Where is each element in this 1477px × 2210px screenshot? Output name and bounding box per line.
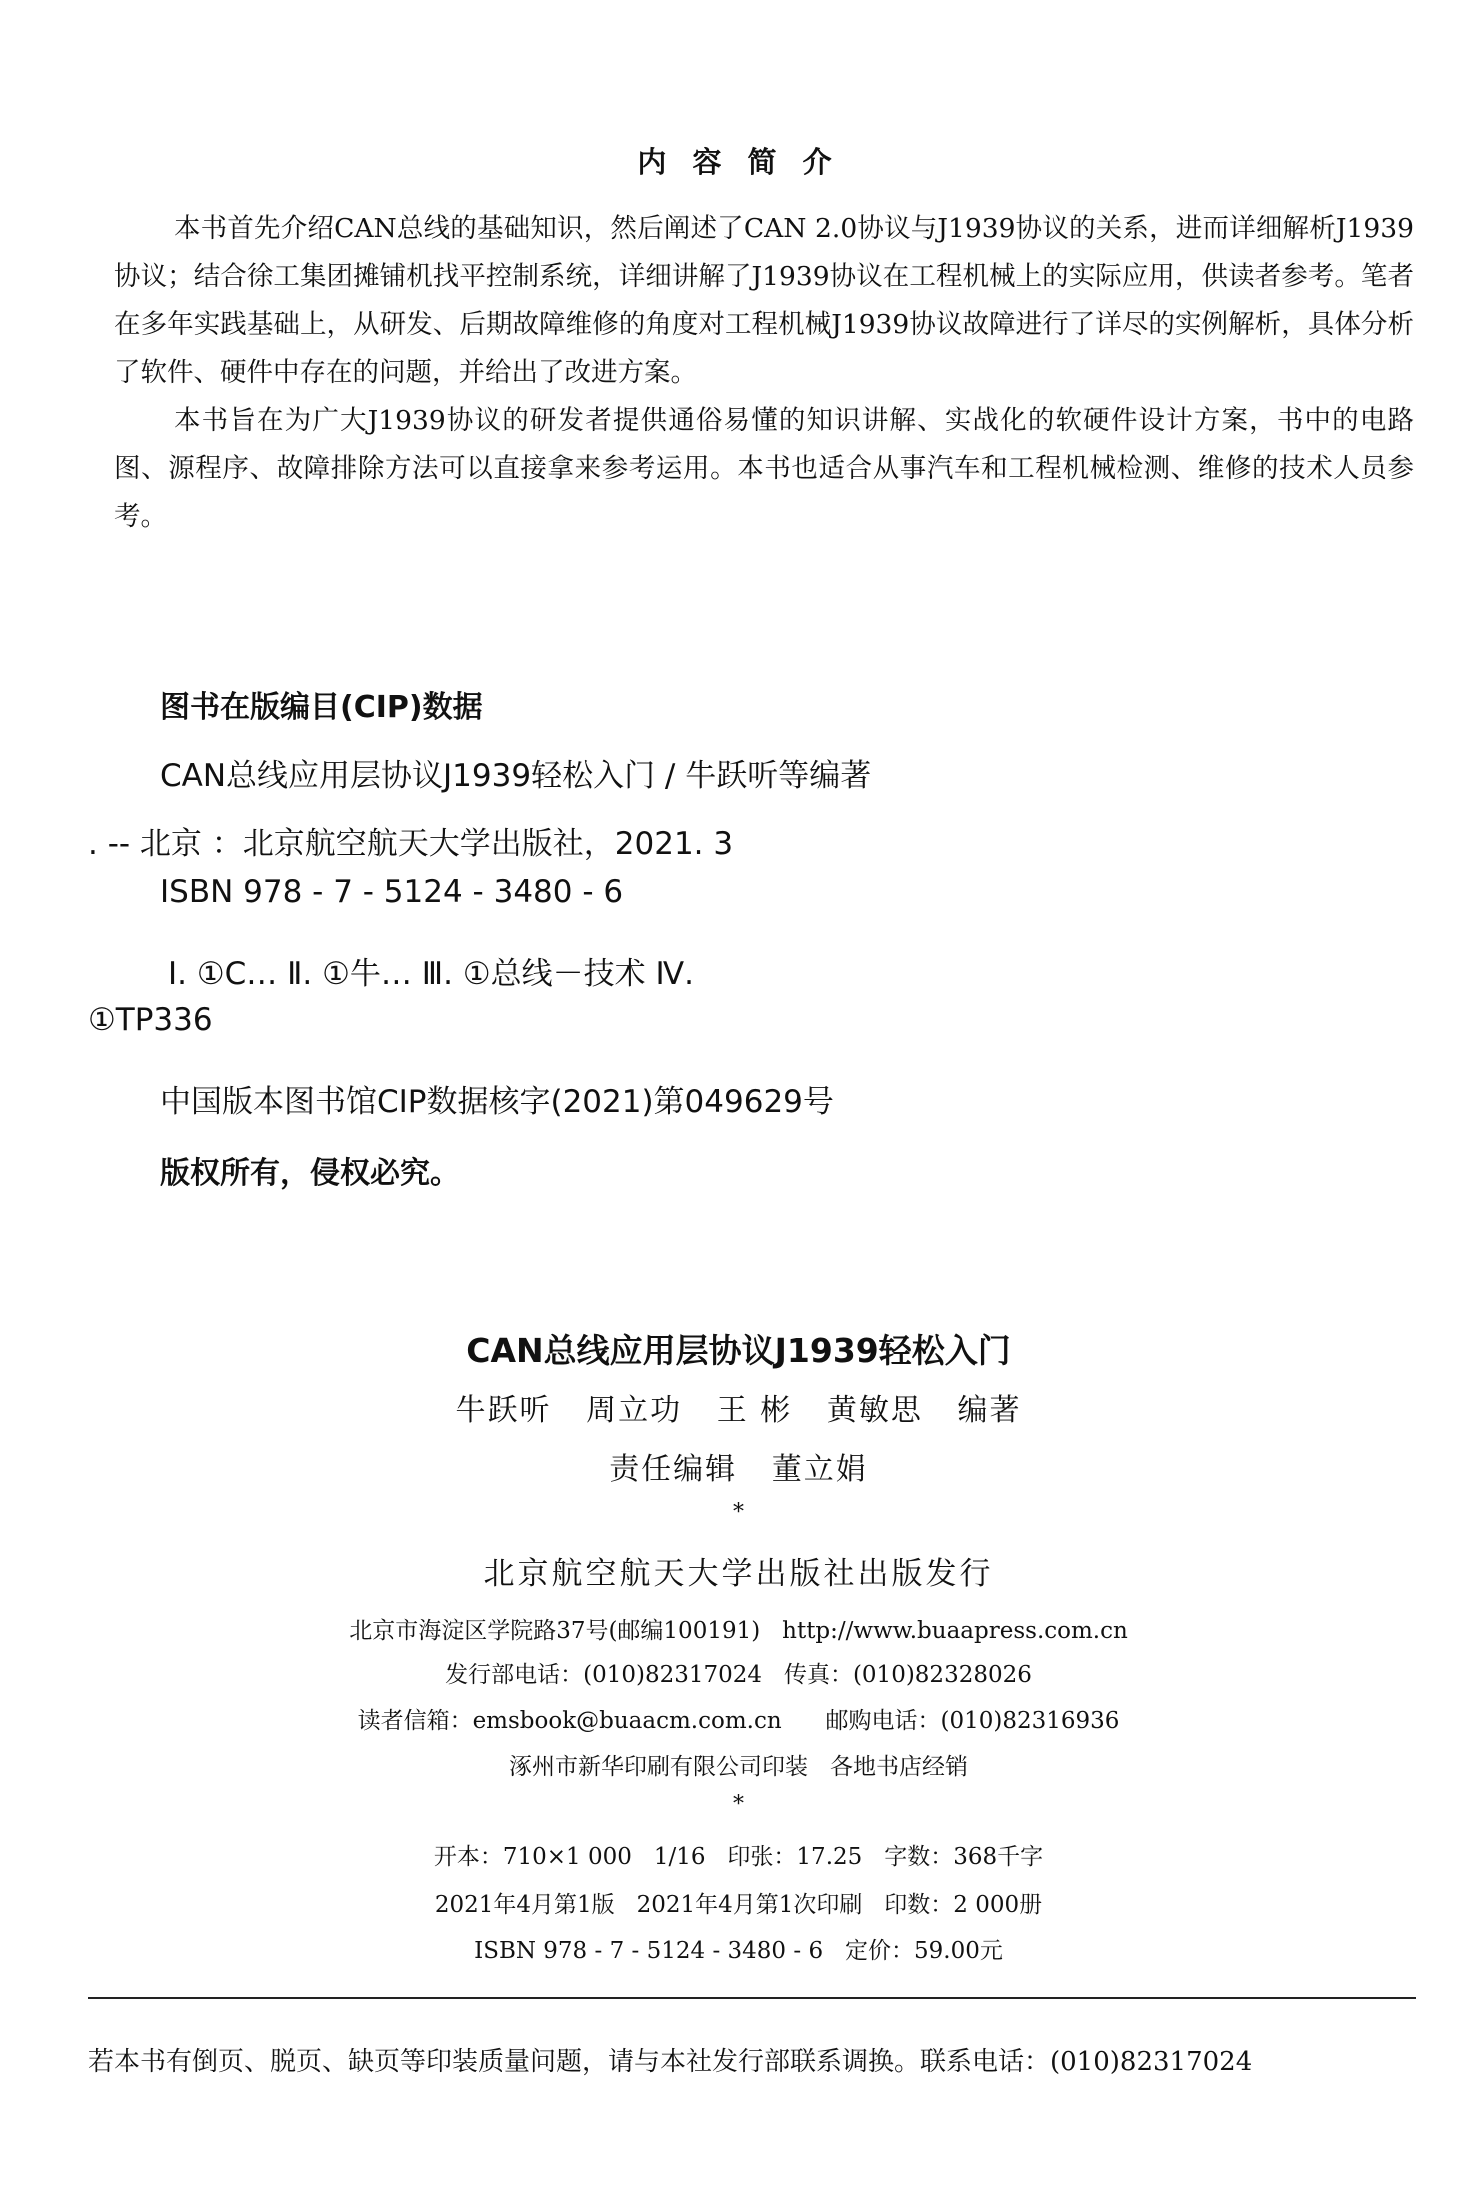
cip-title: 图书在版编目(CIP)数据 [160,690,483,725]
footer-notice: 若本书有倒页、脱页、缺页等印装质量问题，请与本社发行部联系调换。联系电话：(010)82317024 [88,2047,1253,2077]
colophon-publisher: 北京航空航天大学出版社出版发行 [483,1556,994,1592]
summary-paragraph-1: 本书首先介绍CAN总线的基础知识，然后阐述了CAN 2.0协议与J1939协议的关系，进而详细解析J1939协议；结合徐工集团摊铺机找平控制系统，详细讲解了J1939协议在工程机械上的实际应用，供读者参考。笔者在多年实践基础上，从研发、后期故障维修的角度对工程机械J1939协议故障进行了详尽的实例解析，具体分析了软件、硬件中存在的问题，并给出了改进方案。 [114,213,1414,388]
cip-line-isbn: ISBN 978 - 7 - 5124 - 3480 - 6 [160,874,624,910]
separator-star: * [733,1792,744,1817]
rights-notice: 版权所有，侵权必究。 [160,1156,460,1191]
colophon-phones: 发行部电话：(010)82317024 传真：(010)82328026 [445,1662,1032,1688]
colophon-edition: 2021年4月第1版 2021年4月第1次印刷 印数：2 000册 [434,1892,1043,1918]
footer-rule [88,1997,1416,1999]
colophon-format: 开本：710×1 000 1/16 印张：17.25 字数：368千字 [433,1844,1044,1870]
colophon-printer: 涿州市新华印刷有限公司印装 各地书店经销 [509,1754,968,1780]
cip-line-record: 中国版本图书馆CIP数据核字(2021)第049629号 [160,1084,834,1120]
colophon-email: 读者信箱：emsbook@buaacm.com.cn 邮购电话：(010)82316936 [357,1708,1120,1734]
colophon-authors: 牛跃听 周立功 王 彬 黄敏思 编著 [455,1393,1022,1428]
cip-line-imprint: . -- 北京 ：北京航空航天大学出版社，2021. 3 [88,826,734,862]
colophon-isbn-price: ISBN 978 - 7 - 5124 - 3480 - 6 定价：59.00元 [474,1938,1003,1964]
colophon-address: 北京市海淀区学院路37号(邮编100191) http://www.buaapress.com.cn [349,1618,1128,1644]
summary-body [114,205,1414,541]
summary-paragraph-2: 本书旨在为广大J1939协议的研发者提供通俗易懂的知识讲解、实战化的软硬件设计方案，书中的电路图、源程序、故障排除方法可以直接拿来参考运用。本书也适合从事汽车和工程机械检测、维修的技术人员参考。 [114,405,1414,532]
cip-line-tp: ①TP336 [88,1002,213,1038]
summary-heading: 内 容 简 介 [637,145,840,179]
separator-star: * [733,1500,744,1525]
colophon-book-title: CAN总线应用层协议J1939轻松入门 [466,1331,1011,1370]
colophon-editor: 责任编辑 董立娟 [609,1452,868,1487]
cip-line-title: CAN总线应用层协议J1939轻松入门 / 牛跃听等编著 [160,758,872,794]
cip-line-classification: Ⅰ. ①C… Ⅱ. ①牛… Ⅲ. ①总线－技术 Ⅳ. [168,956,694,992]
